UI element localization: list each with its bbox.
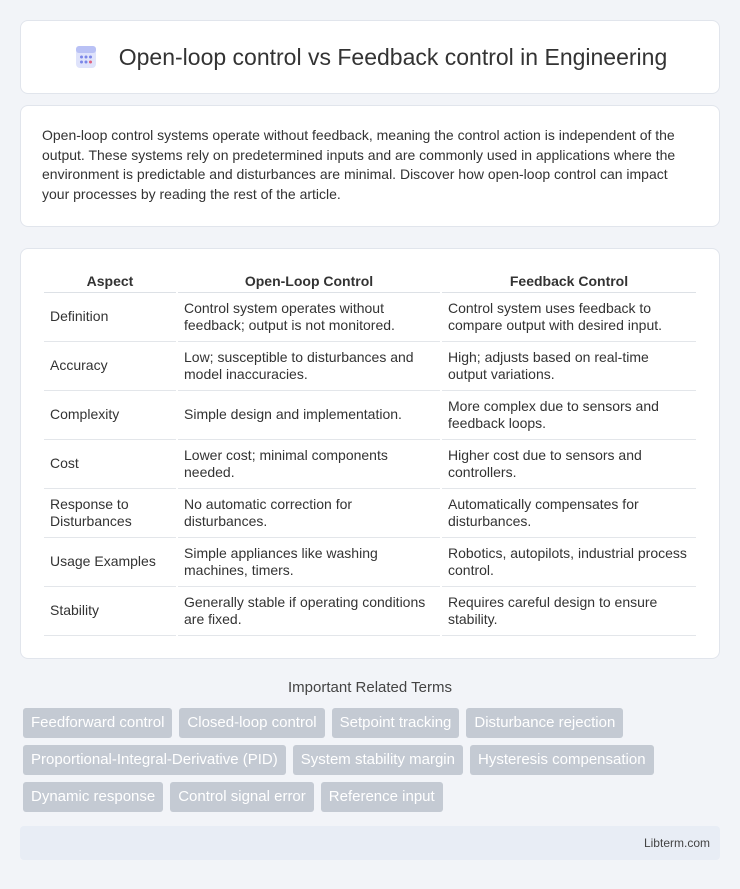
- intro-card: [20, 105, 720, 227]
- header-open-loop: Open-Loop Control: [178, 271, 440, 293]
- footer: [20, 826, 720, 860]
- cell-aspect: Response to Disturbances: [44, 489, 176, 538]
- comparison-card: [20, 248, 720, 659]
- table-row: [44, 587, 696, 636]
- cell-open-loop: Low; susceptible to disturbances and model inaccuracies.: [178, 342, 440, 391]
- related-terms-tags: [20, 708, 720, 812]
- tag-reference-input[interactable]: Reference input: [321, 782, 443, 812]
- table-row: [44, 293, 696, 342]
- table-row: [44, 440, 696, 489]
- cell-feedback: Higher cost due to sensors and controllers.: [442, 440, 696, 489]
- tag-dynamic-response[interactable]: Dynamic response: [23, 782, 163, 812]
- cell-open-loop: No automatic correction for disturbances.: [178, 489, 440, 538]
- tag-system-stability-margin[interactable]: System stability margin: [293, 745, 463, 775]
- calculator-icon: [73, 44, 99, 70]
- table-row: [44, 342, 696, 391]
- header-aspect: Aspect: [44, 271, 176, 293]
- cell-open-loop: Generally stable if operating conditions are fixed.: [178, 587, 440, 636]
- cell-open-loop: Lower cost; minimal components needed.: [178, 440, 440, 489]
- table-row: [44, 489, 696, 538]
- intro-text: Open-loop control systems operate without feedback, meaning the control action is independent of the output. These systems rely on predetermined inputs and are commonly used in applications where the environment is predictable and disturbances are minimal. Discover how open-loop control can impact your processes by reading the rest of the article.: [42, 127, 676, 202]
- cell-aspect: Definition: [44, 293, 176, 342]
- cell-aspect: Accuracy: [44, 342, 176, 391]
- related-terms-title: Important Related Terms: [288, 679, 452, 696]
- related-terms-section: [20, 679, 720, 812]
- cell-open-loop: Simple appliances like washing machines, timers.: [178, 538, 440, 587]
- tag-feedforward-control[interactable]: Feedforward control: [23, 708, 172, 738]
- table-row: [44, 538, 696, 587]
- cell-feedback: Automatically compensates for disturbances.: [442, 489, 696, 538]
- tag-closed-loop-control[interactable]: Closed-loop control: [179, 708, 324, 738]
- cell-feedback: Robotics, autopilots, industrial process control.: [442, 538, 696, 587]
- cell-open-loop: Simple design and implementation.: [178, 391, 440, 440]
- cell-feedback: Requires careful design to ensure stability.: [442, 587, 696, 636]
- table-header-row: [44, 271, 696, 293]
- footer-brand-link[interactable]: Libterm.com: [643, 836, 710, 850]
- tag-pid[interactable]: Proportional-Integral-Derivative (PID): [23, 745, 286, 775]
- cell-open-loop: Control system operates without feedback; output is not monitored.: [178, 293, 440, 342]
- title-card: [20, 20, 720, 94]
- page-title: Open-loop control vs Feedback control in Engineering: [118, 43, 668, 70]
- comparison-table: [42, 271, 698, 636]
- cell-feedback: Control system uses feedback to compare output with desired input.: [442, 293, 696, 342]
- tag-disturbance-rejection[interactable]: Disturbance rejection: [466, 708, 623, 738]
- tag-setpoint-tracking[interactable]: Setpoint tracking: [332, 708, 460, 738]
- cell-aspect: Stability: [44, 587, 176, 636]
- tag-hysteresis-compensation[interactable]: Hysteresis compensation: [470, 745, 654, 775]
- cell-aspect: Cost: [44, 440, 176, 489]
- tag-control-signal-error[interactable]: Control signal error: [170, 782, 314, 812]
- cell-aspect: Complexity: [44, 391, 176, 440]
- table-row: [44, 391, 696, 440]
- cell-feedback: High; adjusts based on real-time output variations.: [442, 342, 696, 391]
- header-feedback: Feedback Control: [442, 271, 696, 293]
- cell-feedback: More complex due to sensors and feedback loops.: [442, 391, 696, 440]
- cell-aspect: Usage Examples: [44, 538, 176, 587]
